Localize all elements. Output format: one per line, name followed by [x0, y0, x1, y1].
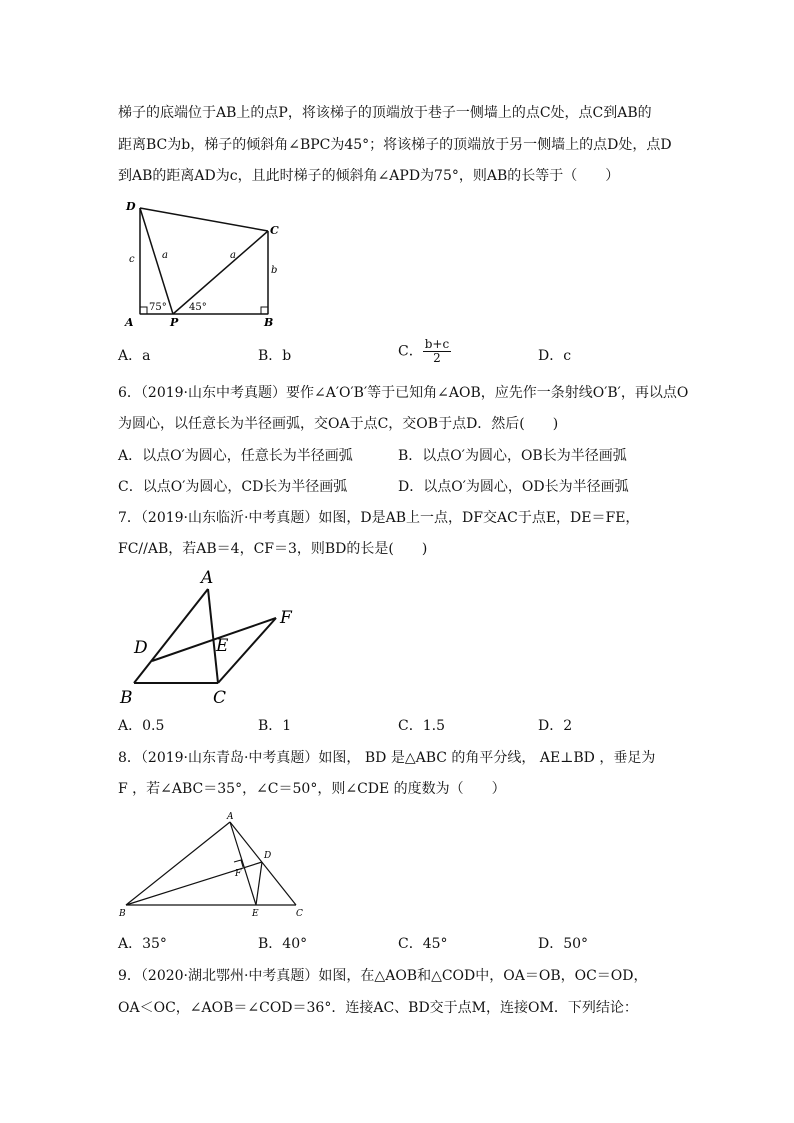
q6-option-a[interactable]: A．以点O′为圆心，任意长为半径画弧: [118, 448, 353, 464]
q5-label-C: C: [270, 224, 279, 237]
q5-text-line-1: 梯子的底端位于AB上的点P，将该梯子的顶端放于巷子一侧墙上的点C处，点C到AB的: [118, 105, 652, 121]
q7-text-line-1: 7．（2019·山东临沂·中考真题）如图，D是AB上一点，DF交AC于点E，DE＝FE，: [118, 510, 640, 526]
q7-label-A: A: [201, 568, 214, 588]
q6-text-line-2: 为圆心，以任意长为半径画弧，交OA于点C，交OB于点D．然后( ): [118, 416, 559, 432]
q7-label-F: F: [280, 608, 292, 628]
q8-option-d[interactable]: D．50°: [538, 936, 589, 952]
q6-option-d[interactable]: D．以点O′为圆心，OD长为半径画弧: [398, 479, 629, 495]
q5-option-c-denominator: 2: [433, 351, 441, 365]
q5-figure: [118, 198, 288, 328]
q8-label-E: E: [252, 909, 259, 919]
q5-label-c: c: [129, 254, 135, 265]
q7-option-d[interactable]: D．2: [538, 718, 573, 734]
q5-option-c-numerator: b+c: [424, 337, 450, 351]
q8-label-B: B: [119, 909, 126, 919]
q5-label-b: b: [271, 265, 278, 276]
q7-label-E: E: [216, 636, 229, 656]
q7-option-a[interactable]: A．0.5: [118, 718, 165, 734]
q7-option-b[interactable]: B．1: [258, 718, 292, 734]
q5-text-line-2: 距离BC为b，梯子的倾斜角∠BPC为45°；将该梯子的顶端放于另一侧墙上的点D处，点D: [118, 137, 672, 153]
q5-label-A: A: [125, 316, 134, 328]
q5-label-a-left: a: [162, 250, 168, 261]
q8-text-line-2: F ，若∠ABC＝35°，∠C＝50°，则∠CDE 的度数为（ ）: [118, 781, 506, 797]
q7-label-D: D: [134, 638, 148, 658]
q8-label-A: A: [227, 812, 234, 822]
q5-option-c-prefix: C．: [398, 343, 423, 360]
q8-label-C: C: [296, 909, 303, 919]
q5-option-a[interactable]: A．a: [118, 348, 151, 364]
q8-option-c[interactable]: C．45°: [398, 936, 448, 952]
q5-label-P: P: [170, 316, 179, 328]
q9-text-line-1: 9．（2020·湖北鄂州·中考真题）如图，在△AOB和△COD中，OA＝OB，OC＝OD，: [118, 968, 648, 984]
q5-label-D: D: [126, 200, 136, 213]
q7-figure: [112, 565, 302, 710]
q5-label-angle-75: 75°: [149, 302, 167, 313]
q5-label-angle-45: 45°: [189, 302, 207, 313]
q8-option-b[interactable]: B．40°: [258, 936, 308, 952]
q5-option-c-fraction: [423, 338, 451, 365]
q5-option-b[interactable]: B．b: [258, 348, 292, 364]
q5-label-a-right: a: [230, 250, 236, 261]
q5-label-B: B: [264, 316, 274, 328]
q5-option-c[interactable]: [398, 338, 451, 365]
q6-text-line-1: 6．（2019·山东中考真题）要作∠A′O′B′等于已知角∠AOB，应先作一条射线O′B′，再以点O: [118, 385, 689, 401]
q8-text-line-1: 8．（2019·山东青岛·中考真题）如图， BD 是△ABC 的角平分线， AE⊥BD ，垂足为: [118, 750, 656, 766]
q8-label-D: D: [264, 851, 272, 861]
q5-option-d[interactable]: D．c: [538, 348, 572, 364]
q8-label-F: F: [235, 869, 242, 879]
q8-figure: [116, 810, 316, 920]
q7-label-C: C: [213, 688, 227, 708]
q7-text-line-2: FC//AB，若AB＝4，CF＝3，则BD的长是( ): [118, 541, 428, 557]
q7-label-B: B: [120, 688, 133, 708]
q5-text-line-3: 到AB的距离AD为c，且此时梯子的倾斜角∠APD为75°，则AB的长等于（ ）: [118, 168, 620, 184]
q6-option-c[interactable]: C．以点O′为圆心，CD长为半径画弧: [118, 479, 348, 495]
q8-option-a[interactable]: A．35°: [118, 936, 167, 952]
q9-text-line-2: OA＜OC，∠AOB＝∠COD＝36°．连接AC、BD交于点M，连接OM．下列结论：: [118, 1000, 638, 1016]
q7-option-c[interactable]: C．1.5: [398, 718, 445, 734]
q6-option-b[interactable]: B．以点O′为圆心，OB长为半径画弧: [398, 448, 627, 464]
